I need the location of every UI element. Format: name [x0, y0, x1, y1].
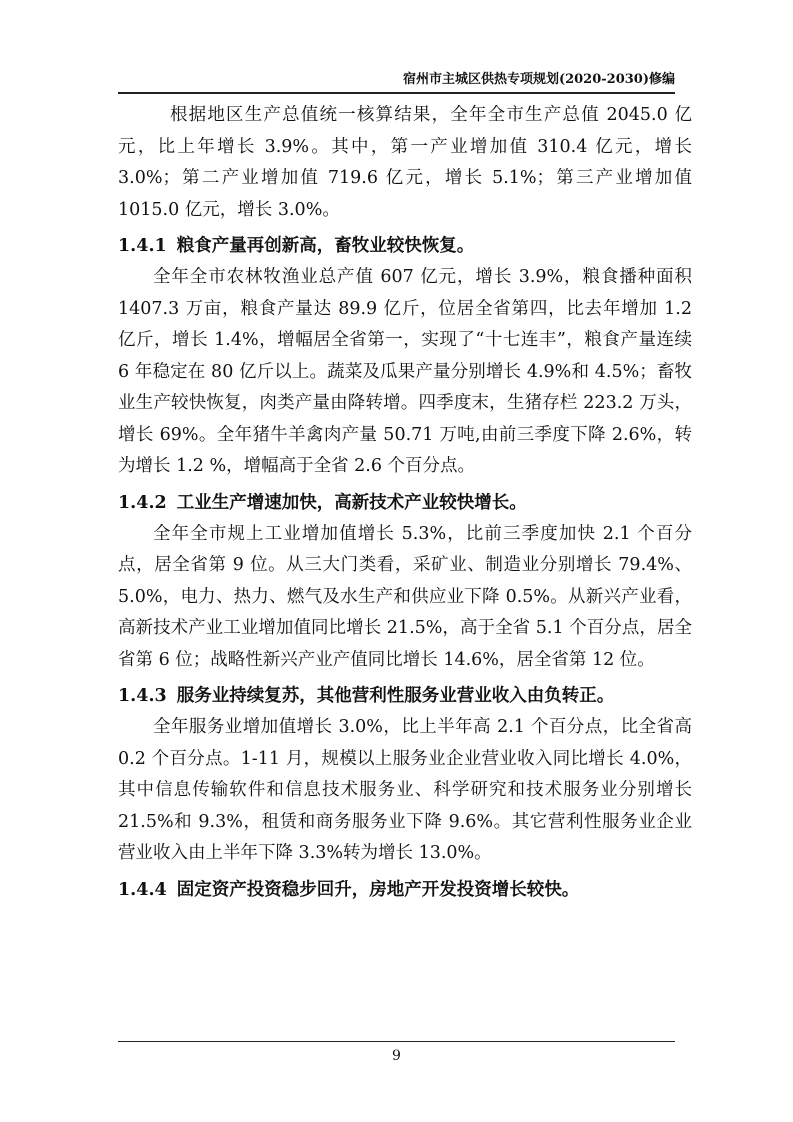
header-title: 宿州市主城区供热专项规划(2020-2030)修编	[402, 72, 675, 87]
section-paragraph-1-4-2: 全年全市规上工业增加值增长 5.3%，比前三季度加快 2.1 个百分点，居全省第 9 位。从三大门类看，采矿业、制造业分别增长 79.4%、5.0%，电力、热力、燃气及水生产和供应业下降 0.5%。从新兴产业看，高新技术产业工业增加值同比增长 21.5%，高于全省 5.1 个百分点，居全省第 6 位；战略性新兴产业产值同比增长 14.6%，居全省第 12 位。	[118, 523, 692, 670]
page-number: 9	[392, 1048, 401, 1064]
document-body	[118, 100, 692, 906]
section-number: 1.4.2	[118, 492, 167, 513]
section-heading-1-4-3	[118, 682, 692, 710]
section-title: 粮食产量再创新高，畜牧业较快恢复。	[176, 236, 475, 256]
section-title: 服务业持续复苏，其他营利性服务业营业收入由负转正。	[176, 686, 615, 706]
section-title: 固定资产投资稳步回升，房地产开发投资增长较快。	[176, 879, 580, 900]
section-number: 1.4.3	[118, 686, 167, 706]
section-title: 工业生产增速加快，高新技术产业较快增长。	[176, 492, 527, 513]
section-paragraph-1-4-1: 全年全市农林牧渔业总产值 607 亿元，增长 3.9%，粮食播种面积 1407.3 万亩，粮食产量达 89.9 亿斤，位居全省第四，比去年增加 1.2 亿斤，增长 1.4%，增幅居全省第一，实现了“十七连丰”，粮食产量连续 6 年稳定在 80 亿斤以上。蔬菜及瓜果产量分别增长 4.9%和 4.5%；畜牧业生产较快恢复，肉类产量由降转增。四季度末，生猪存栏 223.2 万头，增长 69%。全年猪牛羊禽肉产量 50.71 万吨,由前三季度下降 2.6%，转为增长 1.2 %，增幅高于全省 2.6 个百分点。	[118, 267, 692, 476]
intro-paragraph: 根据地区生产总值统一核算结果，全年全市生产总值 2045.0 亿元，比上年增长 3.9%。其中，第一产业增加值 310.4 亿元，增长 3.0%；第二产业增加值 719.6 亿元，增长 5.1%；第三产业增加值 1015.0 亿元，增长 3.0%。	[118, 105, 692, 220]
page-header	[118, 70, 675, 94]
section-number: 1.4.4	[118, 879, 167, 900]
footer-divider	[118, 1041, 675, 1042]
section-number: 1.4.1	[118, 236, 167, 256]
section-paragraph-1-4-3: 全年服务业增加值增长 3.0%，比上半年高 2.1 个百分点，比全省高 0.2 个百分点。1-11 月，规模以上服务业企业营业收入同比增长 4.0%，其中信息传输软件和信息技术服务业、科学研究和技术服务业分别增长 21.5%和 9.3%，租赁和商务服务业下降 9.6%。其它营利性服务业企业营业收入由上半年下降 3.3%转为增长 13.0%。	[118, 717, 692, 863]
section-heading-1-4-4	[118, 876, 692, 904]
section-heading-1-4-1	[118, 232, 692, 260]
section-heading-1-4-2	[118, 489, 692, 517]
